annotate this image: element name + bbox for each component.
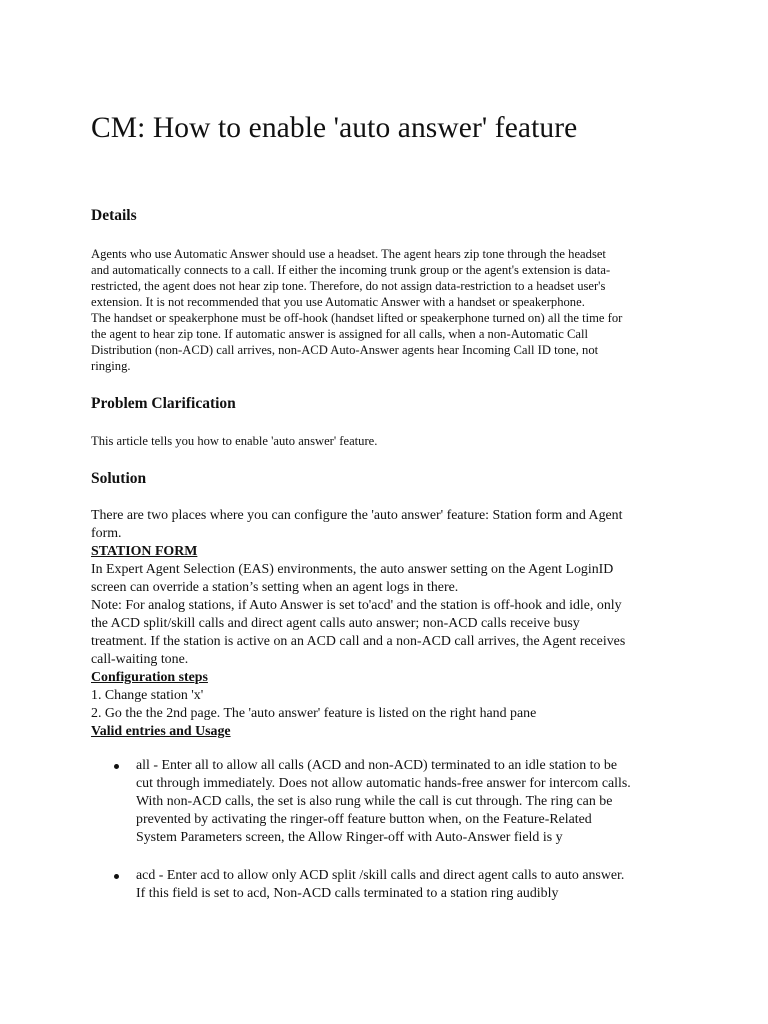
- bullet-line: If this field is set to acd, Non-ACD calls terminated to a station ring audibly: [136, 886, 559, 901]
- details-line: restricted, the agent does not hear zip tone. Therefore, do not assign data-restriction to a headset user's: [91, 279, 606, 293]
- problem-heading: Problem Clarification: [91, 395, 236, 412]
- bullet-dot: [114, 764, 119, 769]
- station-form-label: STATION FORM: [91, 544, 198, 559]
- details-line: Distribution (non-ACD) call arrives, non-ACD Auto-Answer agents hear Incoming Call ID tone, not: [91, 343, 599, 357]
- solution-heading: Solution: [91, 470, 147, 487]
- bullet-line: acd - Enter acd to allow only ACD split /skill calls and direct agent calls to auto answer.: [136, 868, 625, 883]
- bullet-item-all: [136, 757, 631, 847]
- details-line: The handset or speakerphone must be off-hook (handset lifted or speakerphone turned on) all the time for: [91, 311, 623, 325]
- eas-line: In Expert Agent Selection (EAS) environments, the auto answer setting on the Agent LoginID: [91, 562, 614, 577]
- details-line: ringing.: [91, 359, 131, 373]
- config-step: 2. Go the the 2nd page. The 'auto answer' feature is listed on the right hand pane: [91, 706, 537, 721]
- details-line: and automatically connects to a call. If either the incoming trunk group or the agent's extension is data-: [91, 263, 611, 277]
- bullet-line: prevented by activating the ringer-off feature button when, on the Feature-Related: [136, 812, 592, 827]
- details-line: extension. It is not recommended that you use Automatic Answer with a handset or speakerphone.: [91, 295, 585, 309]
- details-line: the agent to hear zip tone. If automatic answer is assigned for all calls, when a non-Automatic Call: [91, 327, 588, 341]
- note-line: treatment. If the station is active on an ACD call and a non-ACD call arrives, the Agent receives: [91, 634, 626, 649]
- note-line: call-waiting tone.: [91, 652, 189, 667]
- config-steps-label: Configuration steps: [91, 670, 208, 685]
- bullet-line: all - Enter all to allow all calls (ACD and non-ACD) terminated to an idle station to be: [136, 758, 618, 773]
- note-line: Note: For analog stations, if Auto Answer is set to'acd' and the station is off-hook and idle, only: [91, 598, 622, 613]
- config-step: 1. Change station 'x': [91, 688, 204, 703]
- bullet-item-acd: [136, 867, 624, 903]
- bullet-dot: [114, 874, 119, 879]
- eas-line: screen can override a station’s setting when an agent logs in there.: [91, 580, 459, 595]
- page-title: CM: How to enable 'auto answer' feature: [91, 112, 578, 144]
- bullet-line: With non-ACD calls, the set is also rung while the call is cut through. The ring can be: [136, 794, 613, 809]
- valid-entries-label: Valid entries and Usage: [91, 724, 231, 739]
- details-paragraph: [91, 246, 622, 374]
- solution-body: [91, 507, 625, 741]
- bullet-line: System Parameters screen, the Allow Ringer-off with Auto-Answer field is y: [136, 830, 563, 845]
- note-line: the ACD split/skill calls and direct agent calls auto answer; non-ACD calls receive busy: [91, 616, 580, 631]
- problem-text: This article tells you how to enable 'auto answer' feature.: [91, 434, 378, 448]
- bullet-line: cut through immediately. Does not allow automatic hands-free answer for intercom calls.: [136, 776, 631, 791]
- details-heading: Details: [91, 207, 137, 224]
- solution-intro-line: form.: [91, 526, 122, 541]
- details-line: Agents who use Automatic Answer should use a headset. The agent hears zip tone through the headset: [91, 247, 606, 261]
- solution-intro-line: There are two places where you can configure the 'auto answer' feature: Station form and Agent: [91, 508, 623, 523]
